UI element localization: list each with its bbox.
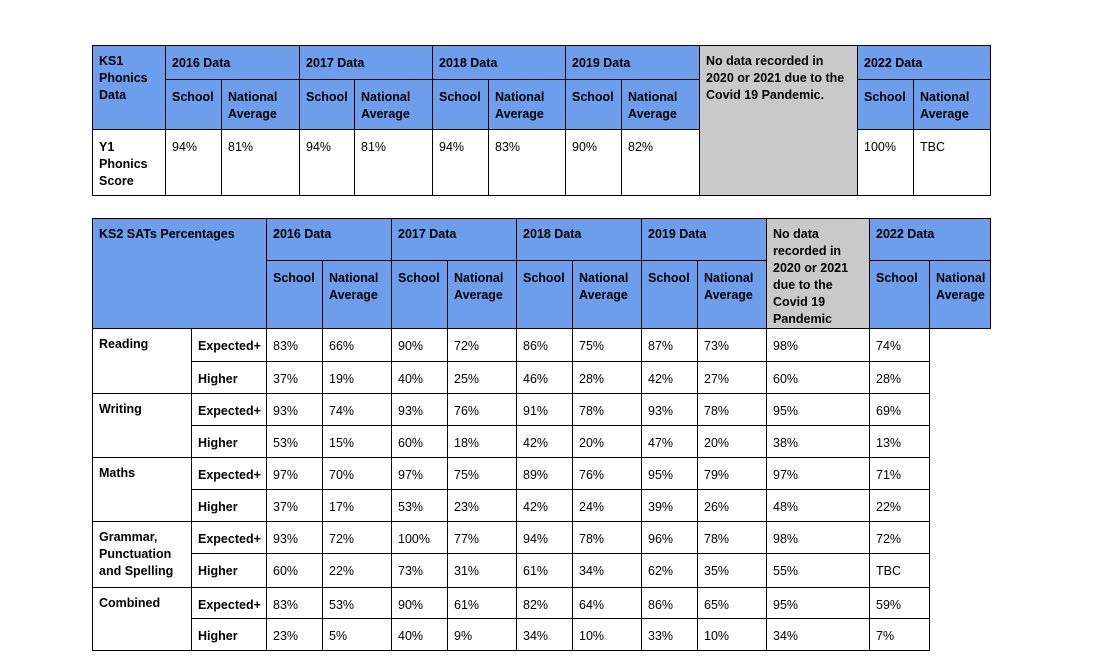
level-label: Expected+ [192, 458, 267, 490]
cell-value: 93% [267, 394, 323, 426]
cell-value: 26% [698, 490, 767, 522]
cell-value: 93% [392, 394, 448, 426]
table-row [93, 619, 991, 651]
cell-value: 28% [870, 362, 930, 394]
cell-value: 48% [767, 490, 870, 522]
cell-value: 27% [698, 362, 767, 394]
ks1-year-header: 2017 Data [300, 46, 433, 80]
cell-value: 20% [573, 426, 642, 458]
ks2-year-header: 2017 Data [392, 219, 517, 261]
cell-value: 22% [870, 490, 930, 522]
cell-value: 79% [698, 458, 767, 490]
cell-value: 91% [517, 394, 573, 426]
cell-value: 97% [767, 458, 870, 490]
col-school: School [642, 260, 698, 328]
cell-value: 17% [323, 490, 392, 522]
table-row [93, 362, 991, 394]
cell-value: 73% [698, 329, 767, 362]
cell-value: 78% [698, 394, 767, 426]
cell-value: 90% [392, 588, 448, 619]
cell-value: 81% [355, 130, 433, 196]
subject-label: Combined [93, 588, 192, 651]
ks2-year-header: 2022 Data [870, 219, 991, 261]
cell-value: 28% [573, 362, 642, 394]
cell-value: 61% [517, 554, 573, 588]
cell-value: 40% [392, 362, 448, 394]
cell-value: 5% [323, 619, 392, 651]
ks2-no-data-note: No data recorded in 2020 or 2021 due to the Covid 19 Pandemic [767, 219, 870, 329]
cell-value: 13% [870, 426, 930, 458]
cell-value: 95% [642, 458, 698, 490]
level-label: Expected+ [192, 394, 267, 426]
table-row [93, 329, 991, 362]
cell-value: TBC [870, 554, 930, 588]
col-national: National Average [323, 260, 392, 328]
level-label: Expected+ [192, 329, 267, 362]
cell-value: 60% [267, 554, 323, 588]
cell-value: 98% [767, 329, 870, 362]
cell-value: 83% [267, 329, 323, 362]
cell-value: 82% [622, 130, 700, 196]
ks1-year-header: 2019 Data [566, 46, 700, 80]
col-school: School [566, 80, 622, 130]
ks2-year-header: 2019 Data [642, 219, 767, 261]
cell-value: 23% [267, 619, 323, 651]
cell-value: 77% [448, 522, 517, 554]
cell-value: 55% [767, 554, 870, 588]
ks1-no-data-note: No data recorded in 2020 or 2021 due to the Covid 19 Pandemic. [700, 46, 858, 196]
level-label: Higher [192, 554, 267, 588]
cell-value: 15% [323, 426, 392, 458]
cell-value: 38% [767, 426, 870, 458]
ks1-year-header: 2016 Data [166, 46, 300, 80]
cell-value: 34% [573, 554, 642, 588]
cell-value: TBC [914, 130, 991, 196]
cell-value: 47% [642, 426, 698, 458]
col-national: National Average [622, 80, 700, 130]
cell-value: 37% [267, 362, 323, 394]
col-school: School [433, 80, 489, 130]
subject-label: Maths [93, 458, 192, 522]
col-school: School [517, 260, 573, 328]
cell-value: 81% [222, 130, 300, 196]
cell-value: 62% [642, 554, 698, 588]
cell-value: 37% [267, 490, 323, 522]
ks2-title: KS2 SATs Percentages [93, 219, 267, 329]
cell-value: 53% [392, 490, 448, 522]
cell-value: 75% [573, 329, 642, 362]
cell-value: 42% [517, 490, 573, 522]
cell-value: 97% [267, 458, 323, 490]
subject-label: Reading [93, 329, 192, 394]
cell-value: 97% [392, 458, 448, 490]
cell-value: 87% [642, 329, 698, 362]
cell-value: 39% [642, 490, 698, 522]
cell-value: 40% [392, 619, 448, 651]
cell-value: 82% [517, 588, 573, 619]
cell-value: 72% [448, 329, 517, 362]
cell-value: 94% [166, 130, 222, 196]
ks1-title: KS1 Phonics Data [93, 46, 166, 130]
table-row [93, 394, 991, 426]
cell-value: 93% [267, 522, 323, 554]
cell-value: 66% [323, 329, 392, 362]
cell-value: 25% [448, 362, 517, 394]
level-label: Higher [192, 426, 267, 458]
cell-value: 35% [698, 554, 767, 588]
cell-value: 69% [870, 394, 930, 426]
col-national: National Average [448, 260, 517, 328]
col-national: National Average [573, 260, 642, 328]
col-school: School [392, 260, 448, 328]
cell-value: 94% [300, 130, 355, 196]
cell-value: 83% [267, 588, 323, 619]
cell-value: 42% [517, 426, 573, 458]
cell-value: 46% [517, 362, 573, 394]
cell-value: 31% [448, 554, 517, 588]
col-school: School [870, 260, 930, 328]
cell-value: 7% [870, 619, 930, 651]
cell-value: 19% [323, 362, 392, 394]
ks2-sats-table [92, 218, 991, 651]
level-label: Higher [192, 490, 267, 522]
cell-value: 86% [642, 588, 698, 619]
col-national: National Average [489, 80, 566, 130]
cell-value: 90% [392, 329, 448, 362]
level-label: Higher [192, 619, 267, 651]
ks1-row-label: Y1 Phonics Score [93, 130, 166, 196]
ks1-year-header: 2022 Data [858, 46, 991, 80]
cell-value: 33% [642, 619, 698, 651]
cell-value: 78% [573, 394, 642, 426]
cell-value: 94% [517, 522, 573, 554]
cell-value: 20% [698, 426, 767, 458]
cell-value: 75% [448, 458, 517, 490]
cell-value: 22% [323, 554, 392, 588]
table-row [93, 490, 991, 522]
cell-value: 34% [517, 619, 573, 651]
col-national: National Average [930, 260, 991, 328]
cell-value: 61% [448, 588, 517, 619]
cell-value: 59% [870, 588, 930, 619]
cell-value: 74% [323, 394, 392, 426]
cell-value: 90% [566, 130, 622, 196]
cell-value: 76% [573, 458, 642, 490]
col-national: National Average [914, 80, 991, 130]
cell-value: 18% [448, 426, 517, 458]
cell-value: 100% [858, 130, 914, 196]
cell-value: 53% [323, 588, 392, 619]
cell-value: 78% [698, 522, 767, 554]
ks2-body [93, 329, 991, 651]
cell-value: 74% [870, 329, 930, 362]
cell-value: 65% [698, 588, 767, 619]
level-label: Higher [192, 362, 267, 394]
cell-value: 64% [573, 588, 642, 619]
cell-value: 76% [448, 394, 517, 426]
col-school: School [166, 80, 222, 130]
table-row [93, 588, 991, 619]
cell-value: 89% [517, 458, 573, 490]
cell-value: 23% [448, 490, 517, 522]
cell-value: 60% [392, 426, 448, 458]
cell-value: 70% [323, 458, 392, 490]
cell-value: 83% [489, 130, 566, 196]
table-row [93, 458, 991, 490]
col-national: National Average [355, 80, 433, 130]
cell-value: 78% [573, 522, 642, 554]
cell-value: 60% [767, 362, 870, 394]
cell-value: 94% [433, 130, 489, 196]
cell-value: 9% [448, 619, 517, 651]
table-row [93, 426, 991, 458]
level-label: Expected+ [192, 522, 267, 554]
ks1-phonics-table [92, 45, 991, 196]
subject-label: Writing [93, 394, 192, 458]
table-row [93, 522, 991, 554]
cell-value: 71% [870, 458, 930, 490]
cell-value: 10% [698, 619, 767, 651]
cell-value: 73% [392, 554, 448, 588]
level-label: Expected+ [192, 588, 267, 619]
cell-value: 34% [767, 619, 870, 651]
cell-value: 95% [767, 588, 870, 619]
ks2-year-header: 2018 Data [517, 219, 642, 261]
cell-value: 10% [573, 619, 642, 651]
col-national: National Average [222, 80, 300, 130]
cell-value: 98% [767, 522, 870, 554]
cell-value: 93% [642, 394, 698, 426]
cell-value: 42% [642, 362, 698, 394]
ks1-year-header: 2018 Data [433, 46, 566, 80]
table-row [93, 554, 991, 588]
cell-value: 72% [870, 522, 930, 554]
cell-value: 95% [767, 394, 870, 426]
subject-label: Grammar, Punctuation and Spelling [93, 522, 192, 588]
col-school: School [300, 80, 355, 130]
cell-value: 53% [267, 426, 323, 458]
ks2-year-header: 2016 Data [267, 219, 392, 261]
cell-value: 96% [642, 522, 698, 554]
col-school: School [858, 80, 914, 130]
col-school: School [267, 260, 323, 328]
cell-value: 86% [517, 329, 573, 362]
cell-value: 24% [573, 490, 642, 522]
col-national: National Average [698, 260, 767, 328]
cell-value: 100% [392, 522, 448, 554]
cell-value: 72% [323, 522, 392, 554]
